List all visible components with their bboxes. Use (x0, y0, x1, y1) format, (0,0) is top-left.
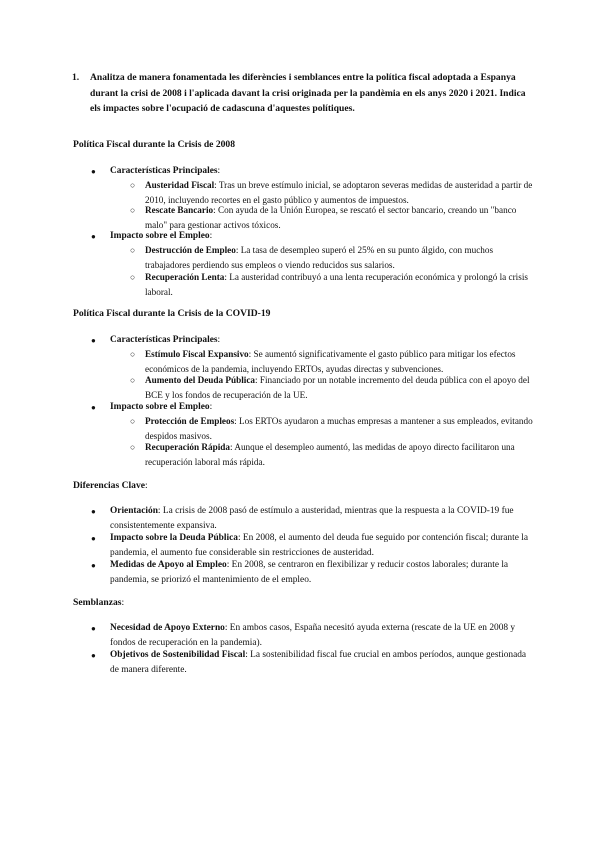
list-item (91, 504, 530, 534)
section-title-diferencias-text: Diferencias Clave (73, 480, 146, 491)
bullet-icon: ● (91, 534, 96, 543)
item-separator: : (209, 231, 213, 241)
bullet-icon: ● (91, 651, 96, 660)
list-item (91, 400, 530, 415)
circle-bullet-icon: ○ (130, 205, 136, 215)
bullet-icon: ● (91, 403, 96, 412)
circle-bullet-icon: ○ (130, 442, 136, 452)
item-term: Necesidad de Apoyo Externo (110, 623, 225, 633)
item-label: Impacto sobre el Empleo (110, 231, 210, 241)
section-title-2008-text: Política Fiscal durante la Crisis de 2008 (73, 139, 236, 150)
bullet-icon: ● (91, 167, 96, 176)
item-text: : Aunque el desempleo aumentó, las medidas de apoyo directo facilitaron una recuperación laboral más rápida. (145, 442, 515, 467)
sub-list-item (130, 270, 535, 299)
title-separator: : (121, 597, 125, 608)
item-term: Medidas de Apoyo al Empleo (110, 560, 227, 570)
item-label: Características Principales (110, 335, 218, 345)
item-text: : La tasa de desempleo superó el 25% en su punto álgido, con muchos trabajadores perdiendo sus empleos o viendo reducidos sus salarios. (145, 245, 494, 270)
item-term: Estímulo Fiscal Expansivo (145, 349, 249, 359)
sub-list-item (130, 347, 535, 376)
sub-list-item (130, 414, 535, 443)
circle-bullet-icon: ○ (130, 245, 136, 255)
item-text: : En 2008, el aumento del deuda fue seguido por contención fiscal; durante la pandemia, el aumento fue considerable sin restricciones de austeridad. (110, 533, 528, 558)
item-text: : Tras un breve estímulo inicial, se adoptaron severas medidas de austeridad a partir de 2010, incluyendo recortes en el gasto público y aumentos de impuestos. (145, 180, 533, 205)
item-term: Impacto sobre la Deuda Pública (110, 533, 238, 543)
item-text: : La sostenibilidad fiscal fue crucial en ambos períodos, aunque gestionada de manera diferente. (110, 650, 527, 675)
item-term: Aumento del Deuda Pública (145, 375, 256, 385)
item-term: Destrucción de Empleo (145, 245, 236, 255)
item-text: : En ambos casos, España necesitó ayuda externa (rescate de la UE en 2008 y fondos de recuperación en la pandemia). (110, 623, 516, 648)
item-separator: : (217, 335, 221, 345)
item-text: : La austeridad contribuyó a una lenta recuperación económica y prolongó la crisis laboral. (145, 272, 528, 297)
section-title-semblanzas (73, 597, 124, 608)
item-term: Recuperación Rápida (145, 442, 230, 452)
sub-list-item (130, 373, 535, 402)
section-title-diferencias (73, 480, 148, 491)
list-item (91, 648, 530, 678)
list-item (91, 229, 530, 244)
title-separator: : (145, 480, 148, 491)
bullet-icon: ● (91, 232, 96, 241)
item-text: : La crisis de 2008 pasó de estímulo a austeridad, mientras que la respuesta a la COVID-19 fue consistentemente expansiva. (110, 506, 514, 531)
circle-bullet-icon: ○ (130, 180, 136, 190)
question-number: 1. (72, 72, 80, 83)
circle-bullet-icon: ○ (130, 375, 136, 385)
sub-list-item (130, 243, 535, 272)
bullet-icon: ● (91, 624, 96, 633)
question-text: Analitza de manera fonamentada les diferències i semblances entre la política fiscal adoptada a Espanya durant la crisi de 2008 i l'aplicada davant la crisi originada per la pandèmia en els anys 2020 i 2021. Indica els impactes sobre l'ocupació de cadascuna d'aquestes polítiques. (90, 72, 526, 114)
list-item (91, 558, 530, 588)
section-title-covid (73, 308, 270, 319)
sub-list-item (130, 203, 535, 232)
item-text: : Los ERTOs ayudaron a muchas empresas a mantener a sus empleados, evitando despidos masivos. (145, 416, 533, 441)
item-text: : Con ayuda de la Unión Europea, se rescató el sector bancario, creando un "banco malo" para gestionar activos tóxicos. (145, 205, 517, 230)
question-block (72, 70, 530, 117)
item-text: : En 2008, se centraron en flexibilizar y reducir costos laborales; durante la pandemia, se priorizó el mantenimiento de el empleo. (110, 560, 509, 585)
item-label: Impacto sobre el Empleo (110, 402, 210, 412)
section-title-semblanzas-text: Semblanzas (73, 597, 122, 608)
circle-bullet-icon: ○ (130, 272, 136, 282)
item-label: Características Principales (110, 166, 218, 176)
sub-list-item (130, 440, 535, 469)
item-separator: : (209, 402, 213, 412)
item-term: Objetivos de Sostenibilidad Fiscal (110, 650, 246, 660)
section-title-covid-text: Política Fiscal durante la Crisis de la COVID-19 (73, 308, 271, 319)
list-item (91, 333, 530, 348)
list-item (91, 164, 530, 179)
item-term: Austeridad Fiscal (145, 180, 215, 190)
circle-bullet-icon: ○ (130, 349, 136, 359)
item-term: Orientación (110, 506, 158, 516)
item-text: : Financiado por un notable incremento del deuda pública con el apoyo del BCE y los fondos de recuperación de la UE. (145, 375, 530, 400)
item-term: Recuperación Lenta (145, 272, 225, 282)
item-term: Rescate Bancario (145, 205, 214, 215)
item-term: Protección de Empleos (145, 416, 235, 426)
bullet-icon: ● (91, 561, 96, 570)
item-text: : Se aumentó significativamente el gasto público para mitigar los efectos económicos de la pandemia, incluyendo ERTOs, ayudas directas y subvenciones. (145, 349, 516, 374)
bullet-icon: ● (91, 336, 96, 345)
list-item (91, 531, 530, 561)
circle-bullet-icon: ○ (130, 416, 136, 426)
list-item (91, 621, 530, 651)
section-title-2008 (73, 139, 235, 150)
bullet-icon: ● (91, 507, 96, 516)
item-separator: : (217, 166, 221, 176)
